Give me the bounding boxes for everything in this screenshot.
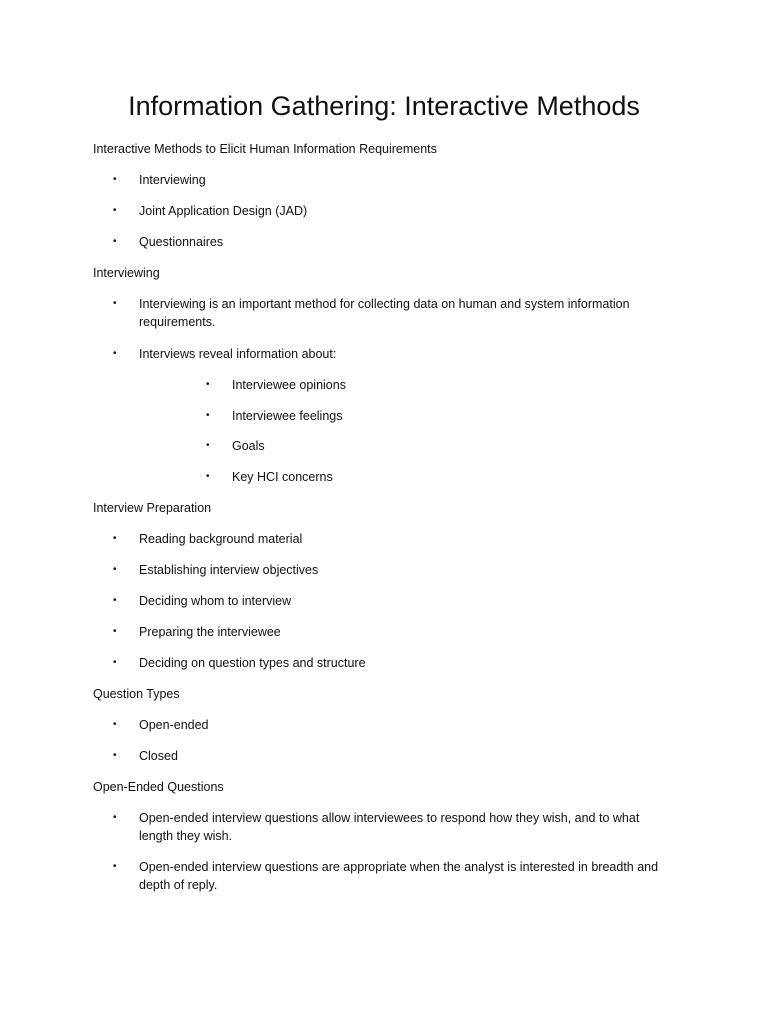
list-item-text: Deciding whom to interview bbox=[139, 594, 292, 608]
sub-list-item bbox=[206, 437, 672, 455]
bullet-icon: • bbox=[113, 719, 117, 730]
list-item-text: Open-ended bbox=[139, 718, 209, 732]
bullet-icon: • bbox=[113, 812, 117, 823]
list-item bbox=[113, 654, 674, 672]
sub-list-item-text: Interviewee feelings bbox=[232, 409, 343, 423]
list-item bbox=[113, 530, 674, 548]
list-item bbox=[113, 202, 674, 220]
section-heading: Interviewing bbox=[93, 266, 160, 280]
bullet-icon: • bbox=[206, 471, 210, 482]
bullet-icon: • bbox=[113, 533, 117, 544]
bullet-icon: • bbox=[113, 236, 117, 247]
list-item-text: Establishing interview objectives bbox=[139, 563, 319, 577]
bullet-icon: • bbox=[113, 205, 117, 216]
list-item bbox=[113, 858, 674, 894]
list-item bbox=[113, 295, 674, 331]
section-heading: Open-Ended Questions bbox=[93, 780, 224, 794]
list-item-text: Interviewing is an important method for collecting data on human and system information requirements. bbox=[139, 297, 630, 329]
list-item-text: Open-ended interview questions are appropriate when the analyst is interested in breadth and depth of reply. bbox=[139, 860, 659, 892]
sub-list-item-text: Key HCI concerns bbox=[232, 470, 333, 484]
list-item-text: Closed bbox=[139, 749, 178, 763]
list-item bbox=[113, 747, 674, 765]
section-heading: Question Types bbox=[93, 687, 180, 701]
sub-list-item bbox=[206, 468, 672, 486]
document-title: Information Gathering: Interactive Methods bbox=[128, 91, 640, 121]
list-item bbox=[113, 233, 674, 251]
bullet-icon: • bbox=[113, 657, 117, 668]
list-item-text: Interviews reveal information about: bbox=[139, 347, 337, 361]
bullet-icon: • bbox=[113, 750, 117, 761]
list-item-text: Open-ended interview questions allow interviewees to respond how they wish, and to what length they wish. bbox=[139, 811, 640, 843]
list-item-text: Reading background material bbox=[139, 532, 303, 546]
sub-list-item bbox=[206, 376, 672, 394]
bullet-icon: • bbox=[113, 348, 117, 359]
list-item bbox=[113, 592, 674, 610]
bullet-icon: • bbox=[113, 861, 117, 872]
bullet-icon: • bbox=[206, 379, 210, 390]
sub-list-item-text: Goals bbox=[232, 439, 265, 453]
list-item-text: Joint Application Design (JAD) bbox=[139, 204, 308, 218]
list-item bbox=[113, 623, 674, 641]
bullet-icon: • bbox=[113, 564, 117, 575]
section-heading: Interactive Methods to Elicit Human Information Requirements bbox=[93, 142, 437, 156]
bullet-icon: • bbox=[113, 595, 117, 606]
sub-list-item bbox=[206, 407, 672, 425]
section-heading: Interview Preparation bbox=[93, 501, 212, 515]
sub-list-item-text: Interviewee opinions bbox=[232, 378, 346, 392]
list-item bbox=[113, 171, 674, 189]
list-item-text: Questionnaires bbox=[139, 235, 224, 249]
bullet-icon: • bbox=[113, 298, 117, 309]
list-item-text: Preparing the interviewee bbox=[139, 625, 281, 639]
bullet-icon: • bbox=[206, 440, 210, 451]
list-item-text: Deciding on question types and structure bbox=[139, 656, 366, 670]
bullet-icon: • bbox=[206, 410, 210, 421]
list-item bbox=[113, 809, 674, 845]
bullet-icon: • bbox=[113, 626, 117, 637]
list-item-text: Interviewing bbox=[139, 173, 206, 187]
list-item bbox=[113, 716, 674, 734]
list-item bbox=[113, 345, 674, 363]
list-item bbox=[113, 561, 674, 579]
bullet-icon: • bbox=[113, 174, 117, 185]
